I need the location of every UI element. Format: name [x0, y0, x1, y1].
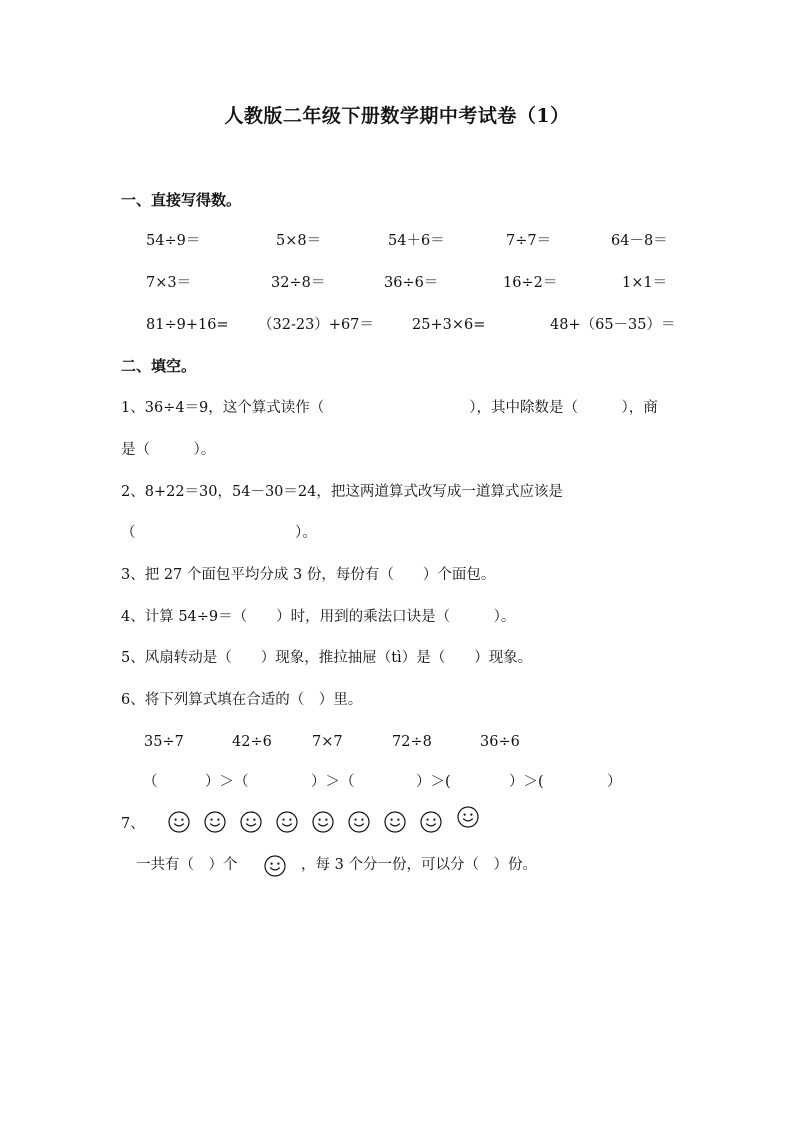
smiley-face-icon [240, 811, 262, 833]
order-blank: ） [607, 774, 622, 790]
order-blank: ）＞（ [205, 774, 249, 790]
question-2-line-1: 2、8+22＝30，54－30＝24，把这两道算式改写成一道算式应该是 [121, 484, 563, 500]
question-4: 4、计算 54÷9＝（ ）时，用到的乘法口诀是（ ）。 [121, 609, 516, 625]
order-blank: ）＞( [416, 774, 451, 790]
calc-item: 25+3×6= [412, 317, 486, 333]
question-7-text-a: 一共有（ ）个 [136, 857, 238, 873]
calc-item: 36÷6＝ [384, 275, 439, 291]
calc-item: 64－8＝ [611, 233, 668, 249]
question-6: 6、将下列算式填在合适的（ ）里。 [121, 692, 363, 708]
page-title: 人教版二年级下册数学期中考试卷（1） [224, 105, 570, 127]
smiley-face-icon [204, 811, 226, 833]
section-1-heading: 一、直接写得数。 [121, 191, 242, 209]
order-item: 36÷6 [480, 734, 520, 750]
question-2-line-2: （ ）。 [121, 525, 317, 541]
smiley-face-icon [348, 811, 370, 833]
question-5: 5、风扇转动是（ ）现象，推拉抽屉（tì）是（ ）现象。 [121, 650, 533, 666]
calc-item: （32-23）+67＝ [258, 317, 374, 333]
smiley-face-icon [276, 811, 298, 833]
question-7-label: 7、 [121, 816, 145, 832]
calc-item: 81÷9+16= [146, 317, 229, 333]
smiley-face-icon [312, 811, 334, 833]
calc-item: 1×1＝ [622, 275, 668, 291]
calc-item: 7÷7＝ [506, 233, 552, 249]
calc-item: 54÷9＝ [146, 233, 201, 249]
order-item: 42÷6 [232, 734, 272, 750]
calc-item: 54＋6＝ [388, 233, 445, 249]
smiley-face-icon [384, 811, 406, 833]
calc-item: 48+（65－35）＝ [550, 317, 676, 333]
calc-item: 16÷2＝ [503, 275, 558, 291]
question-1-line-2: 是（ ）。 [121, 442, 216, 458]
order-blank: ）＞（ [311, 774, 355, 790]
question-1-line-1: 1、36÷4＝9，这个算式读作（ ），其中除数是（ ），商 [121, 400, 658, 416]
order-blank: ）＞( [509, 774, 544, 790]
section-2-heading: 二、填空。 [121, 357, 197, 375]
question-3: 3、把 27 个面包平均分成 3 份，每份有（ ）个面包。 [121, 567, 496, 583]
smiley-face-icon [457, 806, 479, 828]
order-blank: （ [143, 774, 158, 790]
calc-item: 5×8＝ [276, 233, 322, 249]
calc-item: 7×3＝ [146, 275, 192, 291]
order-item: 72÷8 [392, 734, 432, 750]
calc-item: 32÷8＝ [271, 275, 326, 291]
question-7-text-b: ，每 3 个分一份，可以分（ ）份。 [301, 857, 537, 873]
smiley-face-icon [420, 811, 442, 833]
smiley-face-icon [264, 855, 286, 877]
smiley-face-icon [168, 811, 190, 833]
order-item: 7×7 [312, 734, 343, 750]
order-item: 35÷7 [144, 734, 184, 750]
